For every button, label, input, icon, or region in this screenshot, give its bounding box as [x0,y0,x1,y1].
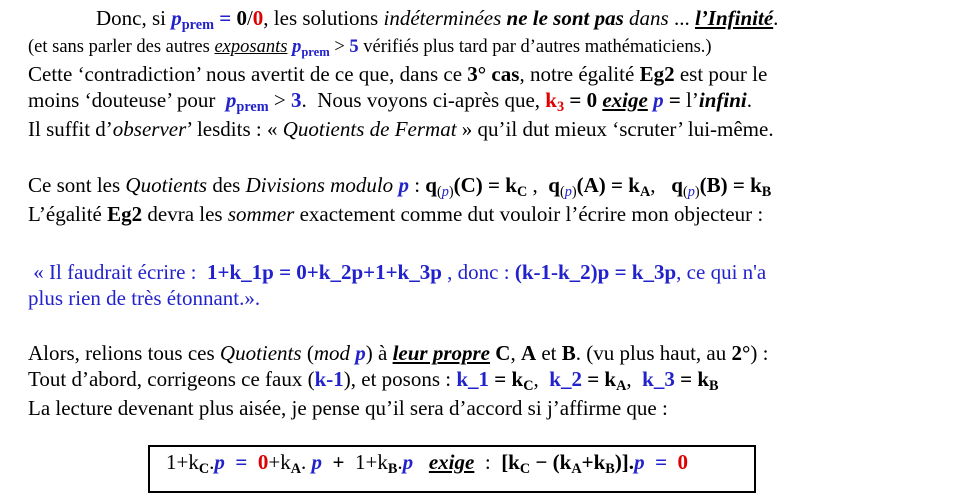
text-segment: ) : [750,341,769,365]
text-segment: 3° cas [467,62,520,86]
text-segment: C [495,341,511,365]
text-segment: Alors, relions tous ces [28,341,220,365]
text-segment: k_2 [549,367,582,391]
text-segment: k [545,88,557,112]
text-segment: = k [680,367,710,391]
line-egalite-eg2 [28,201,967,227]
text-segment [667,450,678,474]
spacer [28,227,967,259]
text-segment: ), et posons : [343,367,457,391]
spacer [28,142,967,172]
text-segment: A [520,341,537,365]
text-segment: prem [236,99,269,116]
line-alors-relions [28,340,967,366]
text-segment: des [207,173,246,197]
text-segment: ( [559,184,565,201]
text-segment: (B) = k [699,173,762,197]
text-segment: mod [313,341,356,365]
text-segment: (k-1-k_2)p = k_3p [514,260,677,284]
text-segment: p [687,184,695,201]
text-segment: Quotients [125,173,208,197]
text-segment: ’ lesdits : « [186,117,283,141]
line-corrigeons [28,366,967,395]
text-segment: 0 [252,6,264,30]
text-segment: q [671,173,683,197]
text-segment: k_3 [642,367,675,391]
text-segment: Donc, si [96,6,172,30]
text-segment: C [516,184,528,201]
text-segment: exige [602,88,648,112]
text-segment: exactement comme dut vouloir l’écrire mon objecteur : [294,202,764,226]
line-observer [28,116,967,142]
text-segment: . [746,88,752,112]
text-segment: p [214,450,225,474]
text-segment: p [311,450,323,474]
text-segment: p [171,6,182,30]
line-quotients-divisions [28,172,967,201]
text-segment: B [605,461,615,478]
text-segment: 3 [291,88,302,112]
text-segment: ( [436,184,442,201]
text-segment: p [398,173,409,197]
text-segment: ) [448,184,454,201]
text-segment: B [561,341,576,365]
text-segment: Tout d’abord, corrigeons ce faux ( [28,367,315,391]
text-segment: Quotients de Fermat [282,117,457,141]
text-segment: Divisions modulo [245,173,399,197]
text-segment [413,450,429,474]
text-segment: prem [301,44,330,59]
text-segment: (A) = k [576,173,640,197]
text-segment: . [397,450,403,474]
text-segment: k_1 [456,367,490,391]
text-segment: p [564,184,572,201]
text-segment: − (k [530,450,572,474]
text-segment: » qu’il dut mieux ‘scruter’ lui-même. [456,117,774,141]
text-segment: dans [629,6,669,30]
text-segment [322,450,333,474]
text-segment: . [301,450,312,474]
text-segment: > [268,88,291,112]
text-segment: L’égalité [28,202,108,226]
text-segment: C [523,378,534,395]
text-segment: ( [301,341,314,365]
text-segment: infini [698,88,747,112]
text-segment: C [519,461,531,478]
text-segment: est pour le [674,62,768,86]
text-segment: La lecture devenant plus aisée, je pense qu’il sera d’accord si j’affirme que : [28,396,668,420]
text-segment: , [510,341,521,365]
text-segment: , ce qui n'a [676,260,767,284]
document-body [28,5,967,493]
text-segment: B [387,461,398,478]
text-segment: ) [694,184,700,201]
text-segment: 1+k [344,450,388,474]
text-segment: p [441,184,449,201]
text-segment: A [616,378,627,395]
spacer [28,421,967,445]
text-segment: 0 [677,450,689,474]
text-segment: = k [494,367,524,391]
text-segment: 0+k_2p+1+k_3p [296,260,442,284]
text-segment: 1+k [166,450,199,474]
text-segment: (C) = k [453,173,517,197]
text-segment: leur propre [392,341,491,365]
text-segment: , [650,173,672,197]
text-segment: / [246,6,253,30]
text-segment [247,450,258,474]
text-segment: p [634,450,645,474]
text-segment: « Il faudrait écrire : [28,260,207,284]
text-segment: : [474,450,502,474]
line-quote-2 [28,285,967,311]
text-segment: et [536,341,562,365]
text-segment: plus rien de très étonnant.». [28,286,261,310]
text-segment: ) à [365,341,393,365]
text-segment: p [225,88,237,112]
text-segment: ... [668,6,695,30]
text-segment: , donc : [441,260,515,284]
text-segment: indéterminées [383,6,502,30]
text-segment: ) [571,184,577,201]
line-contradiction-2 [28,87,967,116]
formula-box-line [166,449,754,478]
text-segment: +k [268,450,291,474]
text-segment [225,450,236,474]
text-segment: ne le sont pas [506,6,624,30]
text-segment: p [355,341,366,365]
text-segment: [k [501,450,520,474]
text-segment: , [533,367,550,391]
text-segment: 3 [556,99,565,116]
text-segment: , notre égalité [519,62,640,86]
text-segment: > [329,37,350,57]
text-segment: p [402,450,414,474]
text-segment: +k [581,450,606,474]
text-segment: k-1 [314,367,344,391]
text-segment: = [668,88,681,112]
text-segment: Quotients [219,341,302,365]
text-segment: l’Infinité [694,6,774,30]
text-segment: = [235,450,248,474]
text-segment: = k [587,367,617,391]
text-segment: Cette ‘contradiction’ nous avertit de ce que, dans ce [28,62,468,86]
text-segment: 0 [236,6,247,30]
text-segment: observer [112,117,187,141]
formula-box [148,445,756,493]
text-segment: . Nous voyons ci-après que, [301,88,546,112]
text-segment: l’ [680,88,699,112]
text-segment: . [209,450,215,474]
line-quote-1 [28,259,967,285]
text-segment: 2° [731,341,751,365]
text-segment: = [273,260,297,284]
text-segment: (et sans parler des autres [28,37,215,57]
text-segment: A [290,461,302,478]
text-segment: B [709,378,719,395]
text-segment: q [548,173,560,197]
text-segment: = 0 [569,88,603,112]
spacer [28,311,967,340]
text-segment: = [655,450,668,474]
text-segment: + [332,450,345,474]
text-segment: Eg2 [107,202,143,226]
text-segment: . (vu plus haut, au [575,341,732,365]
text-segment: 5 [349,37,359,57]
text-segment: )]. [614,450,635,474]
text-segment: ( [682,184,688,201]
text-segment [645,450,656,474]
text-segment: A [571,461,582,478]
text-segment: . [773,6,779,30]
text-segment: = [219,6,232,30]
text-segment: Eg2 [639,62,675,86]
text-segment: sommer [227,202,295,226]
text-segment: exposants [214,37,288,57]
line-contradiction-1 [28,61,967,87]
text-segment: vérifiés plus tard par d’autres mathématiciens.) [358,37,712,57]
text-segment: , [626,367,643,391]
line-parenthesis-exposants [28,34,967,61]
text-segment: Il suffit d’ [28,117,113,141]
text-segment: exige [428,450,475,474]
text-segment: , [527,173,549,197]
text-segment: prem [181,17,214,34]
text-segment: p [292,37,302,57]
line-conclusion-1 [28,5,967,34]
text-segment: q [425,173,437,197]
text-segment: Ce sont les [28,173,126,197]
text-segment: : [408,173,426,197]
text-segment: moins ‘douteuse’ pour [28,88,226,112]
text-segment: B [761,184,772,201]
line-lecture [28,395,967,421]
text-segment: A [639,184,651,201]
text-segment: p [653,88,664,112]
text-segment: 1+k_1p [207,260,274,284]
text-segment: devra les [142,202,228,226]
text-segment: , les solutions [263,6,384,30]
text-segment: 0 [257,450,269,474]
text-segment: C [198,461,210,478]
